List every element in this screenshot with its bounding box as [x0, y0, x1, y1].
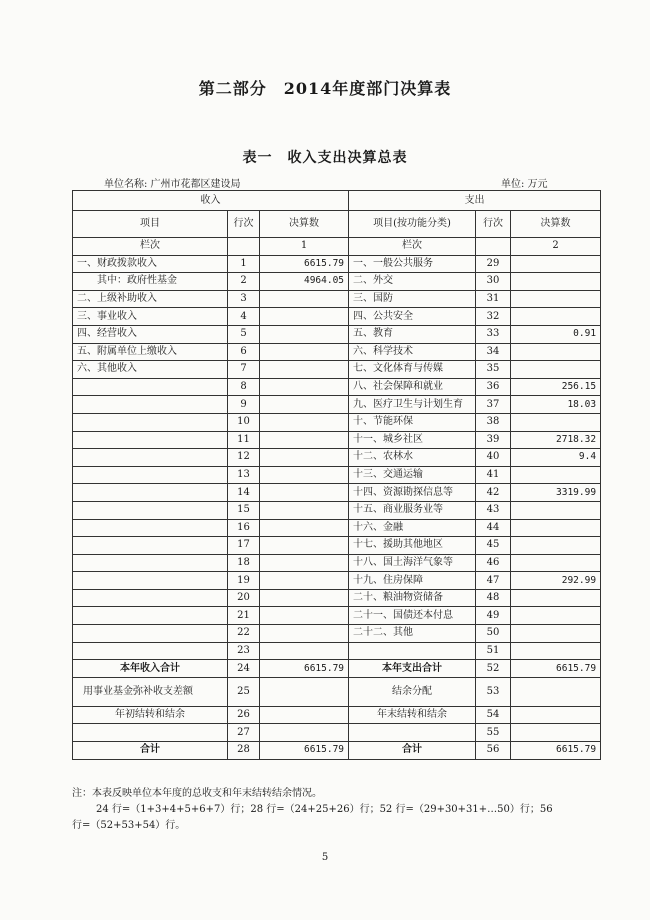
note-line-2: 24 行=（1+3+4+5+6+7）行；28 行=（24+25+26）行；52 行=（29+30+31+…50）行；56: [96, 804, 553, 815]
page-number: 5: [321, 852, 329, 863]
expense-item: 十四、资源勘探信息等: [349, 484, 476, 502]
begin-balance-amount: [260, 706, 349, 724]
expense-amount: [511, 413, 601, 431]
fund-offset-row: [73, 677, 601, 706]
income-row-no: 6: [228, 343, 260, 361]
blank-in-no: 27: [228, 724, 260, 742]
begin-balance-no: 26: [228, 706, 260, 724]
expense-amount: 18.03: [511, 396, 601, 414]
blank-in-amount: [260, 724, 349, 742]
surplus-distribution-label: 结余分配: [349, 677, 476, 706]
income-amount: [260, 537, 349, 555]
year-expense-total-amount: 6615.79: [511, 660, 601, 678]
income-row-no: 2: [228, 273, 260, 291]
income-amount: [260, 589, 349, 607]
expense-amount: [511, 501, 601, 519]
balance-row: [73, 706, 601, 724]
income-amount: 4964.05: [260, 273, 349, 291]
table-row: [73, 625, 601, 643]
expense-item: 六、科学技术: [349, 343, 476, 361]
begin-balance-label: 年初结转和结余: [73, 706, 228, 724]
table-row: [73, 466, 601, 484]
income-item: [73, 625, 228, 643]
expense-amount: [511, 466, 601, 484]
income-amount: [260, 501, 349, 519]
expense-item: [349, 642, 476, 660]
expense-row-no: 43: [476, 501, 511, 519]
expense-item: 二十二、其他: [349, 625, 476, 643]
col-header-row-no-2: 行次: [476, 211, 511, 238]
year-income-total-no: 24: [228, 660, 260, 678]
expense-row-no: 48: [476, 589, 511, 607]
income-amount: [260, 343, 349, 361]
expense-row-no: 50: [476, 625, 511, 643]
expense-amount: 256.15: [511, 378, 601, 396]
income-item: 五、附属单位上缴收入: [73, 343, 228, 361]
year-expense-total-no: 52: [476, 660, 511, 678]
expense-amount: [511, 642, 601, 660]
blank-ex-label: [349, 724, 476, 742]
col-index-2: 2: [511, 238, 601, 256]
table-title: 表一 收入支出决算总表: [242, 150, 408, 166]
table-row: [73, 343, 601, 361]
blank-in-label: [73, 724, 228, 742]
income-amount: [260, 413, 349, 431]
income-row-no: 5: [228, 325, 260, 343]
col-index-blank: [228, 238, 260, 256]
expense-item: 五、教育: [349, 325, 476, 343]
expense-amount: 0.91: [511, 325, 601, 343]
table-row: [73, 396, 601, 414]
income-amount: [260, 554, 349, 572]
income-row-no: 13: [228, 466, 260, 484]
income-item: [73, 378, 228, 396]
expense-amount: [511, 554, 601, 572]
grand-total-ex-amount: 6615.79: [511, 742, 601, 760]
income-row-no: 10: [228, 413, 260, 431]
year-total-row: [73, 660, 601, 678]
table-row: [73, 255, 601, 273]
income-amount: [260, 572, 349, 590]
expense-item: 二、外交: [349, 273, 476, 291]
expense-row-no: 45: [476, 537, 511, 555]
income-amount: [260, 642, 349, 660]
expense-row-no: 30: [476, 273, 511, 291]
expense-amount: [511, 308, 601, 326]
surplus-distribution-amount: [511, 677, 601, 706]
expense-amount: [511, 255, 601, 273]
income-amount: [260, 396, 349, 414]
income-row-no: 21: [228, 607, 260, 625]
col-header-amount: 决算数: [260, 211, 349, 238]
grand-total-in-amount: 6615.79: [260, 742, 349, 760]
income-amount: 6615.79: [260, 255, 349, 273]
income-amount: [260, 361, 349, 379]
income-row-no: 14: [228, 484, 260, 502]
grand-total-in-label: 合计: [73, 742, 228, 760]
expense-item: 一、一般公共服务: [349, 255, 476, 273]
income-item: [73, 607, 228, 625]
table-row: [73, 325, 601, 343]
year-income-total-label: 本年收入合计: [73, 660, 228, 678]
expense-amount: [511, 273, 601, 291]
table-row: [73, 607, 601, 625]
expense-row-no: 37: [476, 396, 511, 414]
expense-row-no: 31: [476, 290, 511, 308]
income-row-no: 19: [228, 572, 260, 590]
unit-name: 单位名称: 广州市花都区建设局: [104, 179, 241, 190]
table-row: [73, 449, 601, 467]
expense-item: 九、医疗卫生与计划生育: [349, 396, 476, 414]
income-row-no: 11: [228, 431, 260, 449]
expense-row-no: 47: [476, 572, 511, 590]
income-item: [73, 396, 228, 414]
column-header-row: [73, 211, 601, 238]
grand-total-row: [73, 742, 601, 760]
income-section-label: 收入: [73, 191, 349, 211]
income-item: [73, 572, 228, 590]
income-row-no: 12: [228, 449, 260, 467]
table-row: [73, 642, 601, 660]
income-row-no: 20: [228, 589, 260, 607]
expense-item: 十八、国土海洋气象等: [349, 554, 476, 572]
income-row-no: 18: [228, 554, 260, 572]
income-amount: [260, 308, 349, 326]
blank-ex-no: 55: [476, 724, 511, 742]
income-row-no: 7: [228, 361, 260, 379]
income-row-no: 22: [228, 625, 260, 643]
expense-item: 十六、金融: [349, 519, 476, 537]
income-item: [73, 413, 228, 431]
income-item: [73, 589, 228, 607]
income-amount: [260, 449, 349, 467]
income-row-no: 16: [228, 519, 260, 537]
income-item: [73, 642, 228, 660]
expense-amount: [511, 607, 601, 625]
income-item: [73, 484, 228, 502]
income-item: [73, 537, 228, 555]
table-row: [73, 431, 601, 449]
income-item: [73, 519, 228, 537]
blank-row: [73, 724, 601, 742]
income-item: [73, 501, 228, 519]
income-amount: [260, 378, 349, 396]
blank-ex-amount: [511, 724, 601, 742]
income-item: [73, 466, 228, 484]
col-header-item: 项目: [73, 211, 228, 238]
income-expense-table: [72, 190, 601, 760]
expense-amount: [511, 343, 601, 361]
expense-item: 十一、城乡社区: [349, 431, 476, 449]
income-item: 六、其他收入: [73, 361, 228, 379]
expense-amount: [511, 361, 601, 379]
income-amount: [260, 466, 349, 484]
expense-row-no: 40: [476, 449, 511, 467]
expense-amount: [511, 625, 601, 643]
expense-row-no: 36: [476, 378, 511, 396]
col-index-label: 栏次: [73, 238, 228, 256]
table-body: [73, 255, 601, 660]
expense-item: 八、社会保障和就业: [349, 378, 476, 396]
end-balance-amount: [511, 706, 601, 724]
table-row: [73, 413, 601, 431]
col-header-item-by-function: 项目(按功能分类): [349, 211, 476, 238]
income-row-no: 15: [228, 501, 260, 519]
income-row-no: 23: [228, 642, 260, 660]
note-line-1: 注：本表反映单位本年度的总收支和年末结转结余情况。: [72, 788, 322, 799]
expense-amount: 292.99: [511, 572, 601, 590]
expense-item: 十五、商业服务业等: [349, 501, 476, 519]
income-amount: [260, 484, 349, 502]
income-amount: [260, 607, 349, 625]
income-row-no: 3: [228, 290, 260, 308]
expense-amount: 9.4: [511, 449, 601, 467]
expense-item: 三、国防: [349, 290, 476, 308]
column-index-row: [73, 238, 601, 256]
expense-row-no: 39: [476, 431, 511, 449]
expense-item: 七、文化体育与传媒: [349, 361, 476, 379]
table-row: [73, 484, 601, 502]
income-item: 一、财政拨款收入: [73, 255, 228, 273]
table-row: [73, 501, 601, 519]
expense-row-no: 49: [476, 607, 511, 625]
table-row: [73, 273, 601, 291]
income-row-no: 4: [228, 308, 260, 326]
expense-item: 十九、住房保障: [349, 572, 476, 590]
table-row: [73, 572, 601, 590]
income-item: 二、上级补助收入: [73, 290, 228, 308]
income-row-no: 17: [228, 537, 260, 555]
income-item: [73, 554, 228, 572]
table-row: [73, 308, 601, 326]
grand-total-in-no: 28: [228, 742, 260, 760]
expense-amount: [511, 537, 601, 555]
col-index-label-2: 栏次: [349, 238, 476, 256]
year-income-total-amount: 6615.79: [260, 660, 349, 678]
expense-item: 二十一、国债还本付息: [349, 607, 476, 625]
expense-row-no: 38: [476, 413, 511, 431]
page-heading: 第二部分 2014年度部门决算表: [198, 79, 452, 98]
col-header-row-no: 行次: [228, 211, 260, 238]
income-amount: [260, 519, 349, 537]
grand-total-ex-label: 合计: [349, 742, 476, 760]
expense-amount: [511, 519, 601, 537]
expense-item: 十二、农林水: [349, 449, 476, 467]
expense-row-no: 33: [476, 325, 511, 343]
grand-total-ex-no: 56: [476, 742, 511, 760]
fund-offset-amount: [260, 677, 349, 706]
expense-item: 二十、粮油物资储备: [349, 589, 476, 607]
income-item: 四、经营收入: [73, 325, 228, 343]
note-line-3: 行=（52+53+54）行。: [72, 820, 186, 831]
fund-offset-label: 用事业基金弥补收支差额: [73, 677, 228, 706]
income-amount: [260, 290, 349, 308]
income-item: 其中：政府性基金: [73, 273, 228, 291]
table-row: [73, 519, 601, 537]
income-row-no: 8: [228, 378, 260, 396]
table-row: [73, 589, 601, 607]
expense-item: 十七、援助其他地区: [349, 537, 476, 555]
table-row: [73, 361, 601, 379]
surplus-distribution-no: 53: [476, 677, 511, 706]
income-item: 三、事业收入: [73, 308, 228, 326]
income-amount: [260, 325, 349, 343]
table-row: [73, 378, 601, 396]
table-section-header: [73, 191, 601, 211]
expense-amount: 2718.32: [511, 431, 601, 449]
expense-amount: [511, 290, 601, 308]
end-balance-label: 年末结转和结余: [349, 706, 476, 724]
income-row-no: 9: [228, 396, 260, 414]
expense-item: 四、公共安全: [349, 308, 476, 326]
unit-of-money: 单位: 万元: [501, 179, 548, 190]
col-index-blank-2: [476, 238, 511, 256]
expense-amount: 3319.99: [511, 484, 601, 502]
col-index-1: 1: [260, 238, 349, 256]
expense-row-no: 44: [476, 519, 511, 537]
table-row: [73, 537, 601, 555]
table-row: [73, 554, 601, 572]
income-item: [73, 431, 228, 449]
income-row-no: 1: [228, 255, 260, 273]
expense-row-no: 41: [476, 466, 511, 484]
expense-row-no: 46: [476, 554, 511, 572]
expense-row-no: 32: [476, 308, 511, 326]
income-amount: [260, 431, 349, 449]
expense-row-no: 51: [476, 642, 511, 660]
expense-row-no: 34: [476, 343, 511, 361]
year-expense-total-label: 本年支出合计: [349, 660, 476, 678]
fund-offset-no: 25: [228, 677, 260, 706]
income-item: [73, 449, 228, 467]
expense-section-label: 支出: [349, 191, 601, 211]
end-balance-no: 54: [476, 706, 511, 724]
expense-item: 十三、交通运输: [349, 466, 476, 484]
expense-item: 十、节能环保: [349, 413, 476, 431]
expense-row-no: 35: [476, 361, 511, 379]
col-header-amount-2: 决算数: [511, 211, 601, 238]
expense-row-no: 29: [476, 255, 511, 273]
table-row: [73, 290, 601, 308]
income-amount: [260, 625, 349, 643]
expense-row-no: 42: [476, 484, 511, 502]
expense-amount: [511, 589, 601, 607]
